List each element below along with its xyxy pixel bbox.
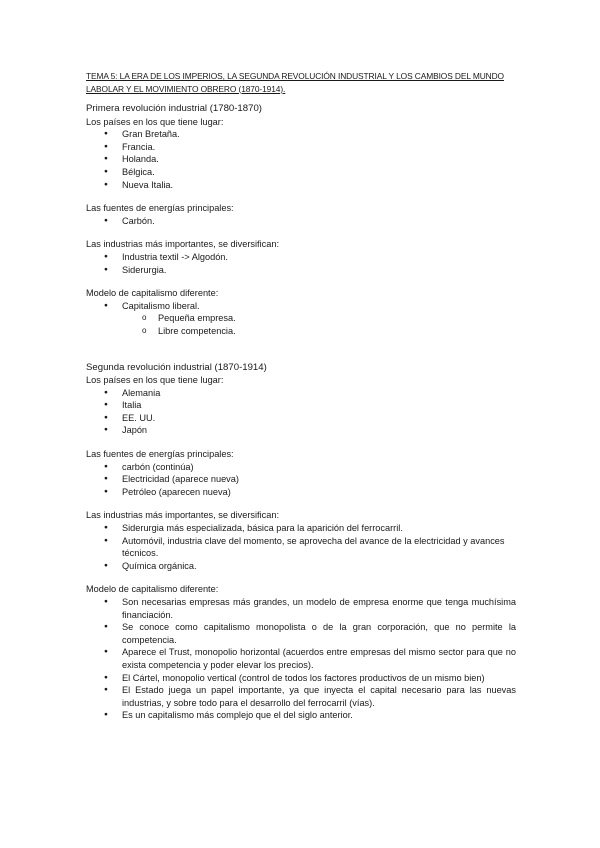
list-item: ● Carbón. bbox=[122, 215, 516, 228]
list-item: ● Francia. bbox=[122, 141, 516, 154]
list-item: ● Electricidad (aparece nueva) bbox=[122, 473, 516, 486]
list-item: ● Bélgica. bbox=[122, 166, 516, 179]
list-item: ● Son necesarias empresas más grandes, un modelo de empresa enorme que tenga muchísima financiación. bbox=[122, 596, 516, 621]
energy-label: Las fuentes de energías principales: bbox=[86, 203, 234, 214]
document-title: TEMA 5: LA ERA DE LOS IMPERIOS, LA SEGUNDA REVOLUCIÓN INDUSTRIAL Y LOS CAMBIOS DEL MUNDO LABOLAR Y EL MOVIMIENTO OBRERO (1870-1914). bbox=[86, 71, 504, 94]
capitalism-list-second bbox=[86, 596, 516, 722]
list-item: ● EE. UU. bbox=[122, 412, 516, 425]
industries-list-second bbox=[86, 522, 516, 572]
list-item bbox=[122, 300, 516, 338]
list-item: ● Industria textil -> Algodón. bbox=[122, 251, 516, 264]
list-item: ● El Cártel, monopolio vertical (control de todos los factores productivos de un mismo bien) bbox=[122, 672, 516, 685]
countries-list-second bbox=[86, 387, 516, 437]
capitalism-list-first bbox=[86, 300, 516, 338]
list-item: ● Petróleo (aparecen nueva) bbox=[122, 486, 516, 499]
list-item: ● Holanda. bbox=[122, 153, 516, 166]
list-item: ● Aparece el Trust, monopolio horizontal (acuerdos entre empresas del mismo sector para que no exista competencia y poder elevar los precios). bbox=[122, 646, 516, 671]
countries-label: Los países en los que tiene lugar: bbox=[86, 375, 224, 386]
list-item: ● Siderurgia. bbox=[122, 264, 516, 277]
list-item: ● Japón bbox=[122, 424, 516, 437]
list-item: ● Italia bbox=[122, 399, 516, 412]
document-content bbox=[86, 70, 516, 722]
capitalism-label: Modelo de capitalismo diferente: bbox=[86, 288, 219, 299]
list-item: ● Alemania bbox=[122, 387, 516, 400]
industries-label: Las industrias más importantes, se diversifican: bbox=[86, 510, 280, 521]
section-heading-second-revolution: Segunda revolución industrial (1870-1914) bbox=[86, 361, 267, 373]
list-item: ● El Estado juega un papel importante, ya que inyecta el capital necesario para las nuevas industrias, y sobre todo para el desarrollo del ferrocarril (vías). bbox=[122, 684, 516, 709]
energy-list-first bbox=[86, 215, 516, 228]
sub-list-item: o Libre competencia. bbox=[158, 325, 516, 338]
list-item: ● Siderurgia más especializada, básica para la aparición del ferrocarril. bbox=[122, 522, 516, 535]
list-item: ● Se conoce como capitalismo monopolista o de la gran corporación, que no permite la competencia. bbox=[122, 621, 516, 646]
list-item: ● carbón (continúa) bbox=[122, 461, 516, 474]
capitalism-label: Modelo de capitalismo diferente: bbox=[86, 584, 219, 595]
industries-label: Las industrias más importantes, se diversifican: bbox=[86, 239, 280, 250]
sub-list-item: o Pequeña empresa. bbox=[158, 312, 516, 325]
list-item: ● Automóvil, industria clave del momento, se aprovecha del avance de la electricidad y avances técnicos. bbox=[122, 535, 516, 560]
industries-list-first bbox=[86, 251, 516, 276]
capitalism-sublist bbox=[122, 312, 516, 337]
energy-list-second bbox=[86, 461, 516, 499]
countries-label: Los países en los que tiene lugar: bbox=[86, 116, 224, 127]
list-item: ● Química orgánica. bbox=[122, 560, 516, 573]
list-item: ● Nueva Italia. bbox=[122, 179, 516, 192]
energy-label: Las fuentes de energías principales: bbox=[86, 449, 234, 460]
list-item: ● Gran Bretaña. bbox=[122, 128, 516, 141]
countries-list-first bbox=[86, 128, 516, 191]
list-item: ● Es un capitalismo más complejo que el del siglo anterior. bbox=[122, 709, 516, 722]
capitalism-item: Capitalismo liberal. bbox=[122, 300, 200, 311]
section-heading-first-revolution: Primera revolución industrial (1780-1870) bbox=[86, 103, 262, 114]
